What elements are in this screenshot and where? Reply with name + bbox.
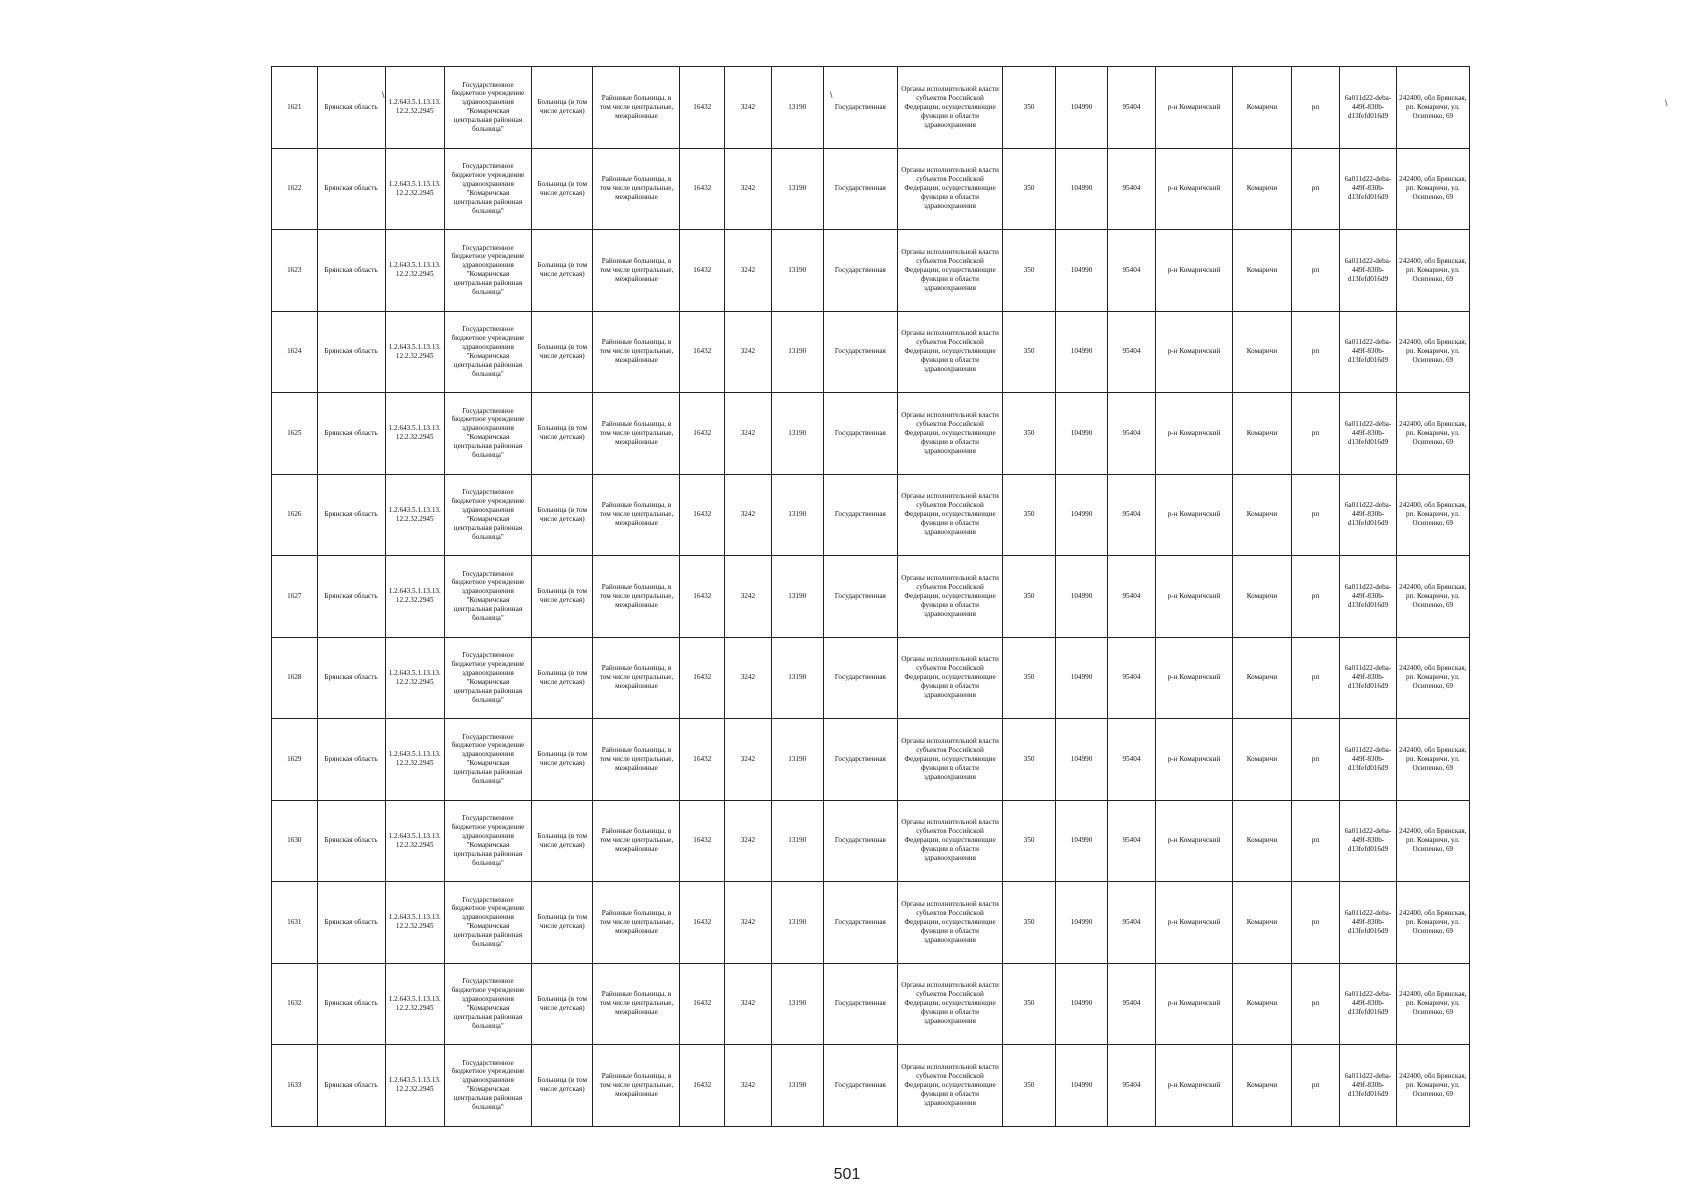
cell-authority: Органы исполнительной власти субъектов Российской Федерации, осуществляющие функции в области здравоохранения bbox=[897, 800, 1002, 882]
cell-v1: 104990 bbox=[1056, 393, 1108, 475]
cell-type: Больница (в том числе детская) bbox=[531, 474, 593, 556]
cell-n1: 16432 bbox=[680, 393, 725, 475]
cell-v2: 95404 bbox=[1108, 393, 1156, 475]
cell-settlement: Комаричи bbox=[1233, 67, 1291, 149]
cell-num: 1631 bbox=[272, 882, 318, 964]
cell-n2: 3242 bbox=[725, 67, 772, 149]
cell-authority: Органы исполнительной власти субъектов Российской Федерации, осуществляющие функции в области здравоохранения bbox=[897, 230, 1002, 312]
cell-n2: 3242 bbox=[725, 148, 772, 230]
table-row bbox=[272, 148, 1470, 230]
cell-authority: Органы исполнительной власти субъектов Российской Федерации, осуществляющие функции в области здравоохранения bbox=[897, 393, 1002, 475]
cell-n1: 16432 bbox=[680, 474, 725, 556]
cell-code: 1.2.643.5.1.13.13.12.2.32.2945 bbox=[385, 230, 444, 312]
cell-authority: Органы исполнительной власти субъектов Российской Федерации, осуществляющие функции в области здравоохранения bbox=[897, 963, 1002, 1045]
cell-code: 1.2.643.5.1.13.13.12.2.32.2945 bbox=[385, 637, 444, 719]
cell-capacity: 350 bbox=[1003, 637, 1056, 719]
cell-type: Больница (в том числе детская) bbox=[531, 393, 593, 475]
cell-num: 1624 bbox=[272, 311, 318, 393]
cell-authority: Органы исполнительной власти субъектов Российской Федерации, осуществляющие функции в области здравоохранения bbox=[897, 556, 1002, 638]
cell-form: Государственная bbox=[823, 474, 897, 556]
cell-region: Брянская область bbox=[317, 148, 385, 230]
medical-organizations-table bbox=[271, 66, 1470, 1127]
cell-n1: 16432 bbox=[680, 719, 725, 801]
cell-org-name: Государственное бюджетное учреждение здравоохранения "Комаричская центральная районная больница" bbox=[444, 393, 531, 475]
cell-n2: 3242 bbox=[725, 719, 772, 801]
cell-settlement-type: рп bbox=[1291, 474, 1340, 556]
cell-authority: Органы исполнительной власти субъектов Российской Федерации, осуществляющие функции в области здравоохранения bbox=[897, 719, 1002, 801]
cell-guid: 6a011d22-deba-449f-830b-d13fefd016d9 bbox=[1340, 800, 1396, 882]
cell-settlement: Комаричи bbox=[1233, 311, 1291, 393]
table-row bbox=[272, 474, 1470, 556]
table-row bbox=[272, 637, 1470, 719]
cell-v2: 95404 bbox=[1108, 67, 1156, 149]
cell-authority: Органы исполнительной власти субъектов Российской Федерации, осуществляющие функции в области здравоохранения bbox=[897, 637, 1002, 719]
cell-n2: 3242 bbox=[725, 1045, 772, 1127]
cell-n2: 3242 bbox=[725, 556, 772, 638]
table-row bbox=[272, 67, 1470, 149]
cell-v1: 104990 bbox=[1056, 311, 1108, 393]
cell-v2: 95404 bbox=[1108, 800, 1156, 882]
cell-settlement-type: рп bbox=[1291, 882, 1340, 964]
cell-settlement-type: рп bbox=[1291, 393, 1340, 475]
table-row bbox=[272, 556, 1470, 638]
cell-settlement-type: рп bbox=[1291, 230, 1340, 312]
cell-form: Государственная bbox=[823, 393, 897, 475]
cell-authority: Органы исполнительной власти субъектов Российской Федерации, осуществляющие функции в области здравоохранения bbox=[897, 1045, 1002, 1127]
cell-org-name: Государственное бюджетное учреждение здравоохранения "Комаричская центральная районная больница" bbox=[444, 67, 531, 149]
cell-form: Государственная bbox=[823, 882, 897, 964]
cell-v1: 104990 bbox=[1056, 719, 1108, 801]
cell-form: Государственная bbox=[823, 719, 897, 801]
cell-v2: 95404 bbox=[1108, 474, 1156, 556]
cell-code: 1.2.643.5.1.13.13.12.2.32.2945 bbox=[385, 963, 444, 1045]
cell-n2: 3242 bbox=[725, 882, 772, 964]
cell-v2: 95404 bbox=[1108, 637, 1156, 719]
cell-authority: Органы исполнительной власти субъектов Российской Федерации, осуществляющие функции в области здравоохранения bbox=[897, 882, 1002, 964]
cell-region: Брянская область bbox=[317, 311, 385, 393]
cell-capacity: 350 bbox=[1003, 882, 1056, 964]
cell-num: 1633 bbox=[272, 1045, 318, 1127]
cell-guid: 6a011d22-deba-449f-830b-d13fefd016d9 bbox=[1340, 963, 1396, 1045]
cell-district: р-н Комаричский bbox=[1155, 230, 1232, 312]
cell-settlement: Комаричи bbox=[1233, 800, 1291, 882]
cell-n3: 13190 bbox=[771, 882, 823, 964]
cell-settlement: Комаричи bbox=[1233, 148, 1291, 230]
cell-n3: 13190 bbox=[771, 474, 823, 556]
cell-v1: 104990 bbox=[1056, 67, 1108, 149]
cell-type: Больница (в том числе детская) bbox=[531, 67, 593, 149]
cell-district: р-н Комаричский bbox=[1155, 1045, 1232, 1127]
cell-settlement-type: рп bbox=[1291, 556, 1340, 638]
cell-capacity: 350 bbox=[1003, 230, 1056, 312]
cell-v1: 104990 bbox=[1056, 556, 1108, 638]
cell-authority: Органы исполнительной власти субъектов Российской Федерации, осуществляющие функции в области здравоохранения bbox=[897, 474, 1002, 556]
cell-category: Районные больницы, в том числе центральные, межрайонные bbox=[593, 393, 680, 475]
cell-guid: 6a011d22-deba-449f-830b-d13fefd016d9 bbox=[1340, 637, 1396, 719]
cell-code: 1.2.643.5.1.13.13.12.2.32.2945 bbox=[385, 556, 444, 638]
cell-region: Брянская область bbox=[317, 556, 385, 638]
cell-settlement: Комаричи bbox=[1233, 719, 1291, 801]
cell-guid: 6a011d22-deba-449f-830b-d13fefd016d9 bbox=[1340, 311, 1396, 393]
cell-org-name: Государственное бюджетное учреждение здравоохранения "Комаричская центральная районная больница" bbox=[444, 311, 531, 393]
cell-n3: 13190 bbox=[771, 148, 823, 230]
cell-v1: 104990 bbox=[1056, 474, 1108, 556]
cell-region: Брянская область bbox=[317, 393, 385, 475]
scan-mark: \ bbox=[1665, 98, 1668, 108]
cell-n2: 3242 bbox=[725, 311, 772, 393]
cell-v2: 95404 bbox=[1108, 963, 1156, 1045]
scan-mark: \ bbox=[830, 90, 833, 100]
cell-address: 242400, обл Брянская, рп. Комаричи, ул. Осипенко, 69 bbox=[1396, 311, 1469, 393]
cell-v2: 95404 bbox=[1108, 148, 1156, 230]
cell-capacity: 350 bbox=[1003, 1045, 1056, 1127]
cell-district: р-н Комаричский bbox=[1155, 719, 1232, 801]
cell-capacity: 350 bbox=[1003, 719, 1056, 801]
cell-form: Государственная bbox=[823, 637, 897, 719]
cell-district: р-н Комаричский bbox=[1155, 637, 1232, 719]
cell-n2: 3242 bbox=[725, 800, 772, 882]
cell-address: 242400, обл Брянская, рп. Комаричи, ул. Осипенко, 69 bbox=[1396, 67, 1469, 149]
cell-district: р-н Комаричский bbox=[1155, 393, 1232, 475]
cell-org-name: Государственное бюджетное учреждение здравоохранения "Комаричская центральная районная больница" bbox=[444, 637, 531, 719]
cell-code: 1.2.643.5.1.13.13.12.2.32.2945 bbox=[385, 882, 444, 964]
cell-region: Брянская область bbox=[317, 882, 385, 964]
cell-type: Больница (в том числе детская) bbox=[531, 1045, 593, 1127]
cell-type: Больница (в том числе детская) bbox=[531, 148, 593, 230]
cell-district: р-н Комаричский bbox=[1155, 67, 1232, 149]
cell-n3: 13190 bbox=[771, 393, 823, 475]
cell-district: р-н Комаричский bbox=[1155, 148, 1232, 230]
cell-num: 1629 bbox=[272, 719, 318, 801]
cell-guid: 6a011d22-deba-449f-830b-d13fefd016d9 bbox=[1340, 882, 1396, 964]
cell-category: Районные больницы, в том числе центральные, межрайонные bbox=[593, 637, 680, 719]
cell-form: Государственная bbox=[823, 556, 897, 638]
cell-address: 242400, обл Брянская, рп. Комаричи, ул. Осипенко, 69 bbox=[1396, 963, 1469, 1045]
cell-region: Брянская область bbox=[317, 1045, 385, 1127]
cell-address: 242400, обл Брянская, рп. Комаричи, ул. Осипенко, 69 bbox=[1396, 1045, 1469, 1127]
cell-category: Районные больницы, в том числе центральные, межрайонные bbox=[593, 963, 680, 1045]
cell-n3: 13190 bbox=[771, 637, 823, 719]
cell-settlement-type: рп bbox=[1291, 963, 1340, 1045]
cell-code: 1.2.643.5.1.13.13.12.2.32.2945 bbox=[385, 393, 444, 475]
cell-form: Государственная bbox=[823, 311, 897, 393]
cell-category: Районные больницы, в том числе центральные, межрайонные bbox=[593, 311, 680, 393]
cell-district: р-н Комаричский bbox=[1155, 556, 1232, 638]
cell-n2: 3242 bbox=[725, 393, 772, 475]
cell-n1: 16432 bbox=[680, 963, 725, 1045]
table-row bbox=[272, 393, 1470, 475]
cell-capacity: 350 bbox=[1003, 67, 1056, 149]
table-row bbox=[272, 1045, 1470, 1127]
cell-settlement: Комаричи bbox=[1233, 882, 1291, 964]
cell-num: 1628 bbox=[272, 637, 318, 719]
cell-n3: 13190 bbox=[771, 556, 823, 638]
cell-authority: Органы исполнительной власти субъектов Российской Федерации, осуществляющие функции в области здравоохранения bbox=[897, 67, 1002, 149]
cell-org-name: Государственное бюджетное учреждение здравоохранения "Комаричская центральная районная больница" bbox=[444, 800, 531, 882]
cell-n1: 16432 bbox=[680, 311, 725, 393]
cell-district: р-н Комаричский bbox=[1155, 963, 1232, 1045]
cell-guid: 6a011d22-deba-449f-830b-d13fefd016d9 bbox=[1340, 148, 1396, 230]
cell-address: 242400, обл Брянская, рп. Комаричи, ул. Осипенко, 69 bbox=[1396, 719, 1469, 801]
cell-settlement: Комаричи bbox=[1233, 393, 1291, 475]
cell-org-name: Государственное бюджетное учреждение здравоохранения "Комаричская центральная районная больница" bbox=[444, 719, 531, 801]
cell-district: р-н Комаричский bbox=[1155, 800, 1232, 882]
cell-category: Районные больницы, в том числе центральные, межрайонные bbox=[593, 148, 680, 230]
cell-n1: 16432 bbox=[680, 148, 725, 230]
cell-settlement: Комаричи bbox=[1233, 1045, 1291, 1127]
cell-region: Брянская область bbox=[317, 230, 385, 312]
cell-capacity: 350 bbox=[1003, 556, 1056, 638]
cell-n1: 16432 bbox=[680, 1045, 725, 1127]
cell-code: 1.2.643.5.1.13.13.12.2.32.2945 bbox=[385, 474, 444, 556]
cell-authority: Органы исполнительной власти субъектов Российской Федерации, осуществляющие функции в области здравоохранения bbox=[897, 311, 1002, 393]
table-row bbox=[272, 719, 1470, 801]
cell-region: Брянская область bbox=[317, 800, 385, 882]
cell-region: Брянская область bbox=[317, 67, 385, 149]
cell-v1: 104990 bbox=[1056, 882, 1108, 964]
cell-guid: 6a011d22-deba-449f-830b-d13fefd016d9 bbox=[1340, 556, 1396, 638]
cell-address: 242400, обл Брянская, рп. Комаричи, ул. Осипенко, 69 bbox=[1396, 230, 1469, 312]
table-body bbox=[272, 67, 1470, 1127]
cell-form: Государственная bbox=[823, 1045, 897, 1127]
cell-code: 1.2.643.5.1.13.13.12.2.32.2945 bbox=[385, 719, 444, 801]
cell-guid: 6a011d22-deba-449f-830b-d13fefd016d9 bbox=[1340, 67, 1396, 149]
cell-settlement: Комаричи bbox=[1233, 556, 1291, 638]
cell-region: Брянская область bbox=[317, 963, 385, 1045]
cell-org-name: Государственное бюджетное учреждение здравоохранения "Комаричская центральная районная больница" bbox=[444, 1045, 531, 1127]
cell-n3: 13190 bbox=[771, 719, 823, 801]
cell-n3: 13190 bbox=[771, 67, 823, 149]
cell-type: Больница (в том числе детская) bbox=[531, 882, 593, 964]
cell-code: 1.2.643.5.1.13.13.12.2.32.2945 bbox=[385, 67, 444, 149]
cell-num: 1630 bbox=[272, 800, 318, 882]
page-number: 501 bbox=[833, 1166, 861, 1183]
cell-guid: 6a011d22-deba-449f-830b-d13fefd016d9 bbox=[1340, 230, 1396, 312]
cell-capacity: 350 bbox=[1003, 800, 1056, 882]
cell-category: Районные больницы, в том числе центральные, межрайонные bbox=[593, 882, 680, 964]
cell-district: р-н Комаричский bbox=[1155, 311, 1232, 393]
table-row bbox=[272, 963, 1470, 1045]
cell-form: Государственная bbox=[823, 67, 897, 149]
cell-guid: 6a011d22-deba-449f-830b-d13fefd016d9 bbox=[1340, 719, 1396, 801]
cell-settlement-type: рп bbox=[1291, 67, 1340, 149]
cell-code: 1.2.643.5.1.13.13.12.2.32.2945 bbox=[385, 148, 444, 230]
table-row bbox=[272, 311, 1470, 393]
cell-category: Районные больницы, в том числе центральные, межрайонные bbox=[593, 719, 680, 801]
cell-settlement-type: рп bbox=[1291, 311, 1340, 393]
cell-capacity: 350 bbox=[1003, 148, 1056, 230]
cell-n3: 13190 bbox=[771, 800, 823, 882]
cell-authority: Органы исполнительной власти субъектов Российской Федерации, осуществляющие функции в области здравоохранения bbox=[897, 148, 1002, 230]
cell-category: Районные больницы, в том числе центральные, межрайонные bbox=[593, 67, 680, 149]
cell-org-name: Государственное бюджетное учреждение здравоохранения "Комаричская центральная районная больница" bbox=[444, 230, 531, 312]
cell-category: Районные больницы, в том числе центральные, межрайонные bbox=[593, 556, 680, 638]
cell-n2: 3242 bbox=[725, 230, 772, 312]
cell-n1: 16432 bbox=[680, 67, 725, 149]
cell-category: Районные больницы, в том числе центральные, межрайонные bbox=[593, 474, 680, 556]
cell-address: 242400, обл Брянская, рп. Комаричи, ул. Осипенко, 69 bbox=[1396, 556, 1469, 638]
cell-n1: 16432 bbox=[680, 800, 725, 882]
cell-settlement-type: рп bbox=[1291, 1045, 1340, 1127]
cell-org-name: Государственное бюджетное учреждение здравоохранения "Комаричская центральная районная больница" bbox=[444, 474, 531, 556]
cell-org-name: Государственное бюджетное учреждение здравоохранения "Комаричская центральная районная больница" bbox=[444, 148, 531, 230]
cell-region: Брянская область bbox=[317, 637, 385, 719]
cell-num: 1632 bbox=[272, 963, 318, 1045]
cell-n3: 13190 bbox=[771, 1045, 823, 1127]
cell-v1: 104990 bbox=[1056, 637, 1108, 719]
cell-v2: 95404 bbox=[1108, 719, 1156, 801]
cell-form: Государственная bbox=[823, 963, 897, 1045]
cell-num: 1622 bbox=[272, 148, 318, 230]
cell-v2: 95404 bbox=[1108, 1045, 1156, 1127]
cell-settlement-type: рп bbox=[1291, 800, 1340, 882]
cell-v1: 104990 bbox=[1056, 1045, 1108, 1127]
cell-v1: 104990 bbox=[1056, 963, 1108, 1045]
cell-settlement: Комаричи bbox=[1233, 963, 1291, 1045]
cell-form: Государственная bbox=[823, 148, 897, 230]
registry-sheet bbox=[271, 66, 1470, 1126]
cell-org-name: Государственное бюджетное учреждение здравоохранения "Комаричская центральная районная больница" bbox=[444, 556, 531, 638]
cell-category: Районные больницы, в том числе центральные, межрайонные bbox=[593, 1045, 680, 1127]
cell-category: Районные больницы, в том числе центральные, межрайонные bbox=[593, 230, 680, 312]
cell-settlement-type: рп bbox=[1291, 637, 1340, 719]
cell-capacity: 350 bbox=[1003, 393, 1056, 475]
cell-category: Районные больницы, в том числе центральные, межрайонные bbox=[593, 800, 680, 882]
cell-v1: 104990 bbox=[1056, 230, 1108, 312]
cell-guid: 6a011d22-deba-449f-830b-d13fefd016d9 bbox=[1340, 1045, 1396, 1127]
cell-org-name: Государственное бюджетное учреждение здравоохранения "Комаричская центральная районная больница" bbox=[444, 882, 531, 964]
cell-capacity: 350 bbox=[1003, 311, 1056, 393]
cell-address: 242400, обл Брянская, рп. Комаричи, ул. Осипенко, 69 bbox=[1396, 474, 1469, 556]
cell-org-name: Государственное бюджетное учреждение здравоохранения "Комаричская центральная районная больница" bbox=[444, 963, 531, 1045]
cell-capacity: 350 bbox=[1003, 474, 1056, 556]
cell-v2: 95404 bbox=[1108, 230, 1156, 312]
cell-v2: 95404 bbox=[1108, 556, 1156, 638]
cell-settlement: Комаричи bbox=[1233, 637, 1291, 719]
cell-settlement: Комаричи bbox=[1233, 230, 1291, 312]
cell-type: Больница (в том числе детская) bbox=[531, 230, 593, 312]
cell-num: 1625 bbox=[272, 393, 318, 475]
cell-type: Больница (в том числе детская) bbox=[531, 556, 593, 638]
cell-guid: 6a011d22-deba-449f-830b-d13fefd016d9 bbox=[1340, 474, 1396, 556]
cell-region: Брянская область bbox=[317, 719, 385, 801]
cell-n1: 16432 bbox=[680, 230, 725, 312]
table-row bbox=[272, 882, 1470, 964]
cell-n1: 16432 bbox=[680, 882, 725, 964]
scan-mark: \ bbox=[382, 90, 385, 100]
cell-code: 1.2.643.5.1.13.13.12.2.32.2945 bbox=[385, 800, 444, 882]
cell-n1: 16432 bbox=[680, 556, 725, 638]
cell-code: 1.2.643.5.1.13.13.12.2.32.2945 bbox=[385, 1045, 444, 1127]
cell-form: Государственная bbox=[823, 800, 897, 882]
cell-district: р-н Комаричский bbox=[1155, 474, 1232, 556]
cell-n2: 3242 bbox=[725, 963, 772, 1045]
cell-address: 242400, обл Брянская, рп. Комаричи, ул. Осипенко, 69 bbox=[1396, 148, 1469, 230]
cell-settlement: Комаричи bbox=[1233, 474, 1291, 556]
cell-n3: 13190 bbox=[771, 963, 823, 1045]
cell-type: Больница (в том числе детская) bbox=[531, 311, 593, 393]
cell-n1: 16432 bbox=[680, 637, 725, 719]
cell-type: Больница (в том числе детская) bbox=[531, 637, 593, 719]
cell-n3: 13190 bbox=[771, 311, 823, 393]
cell-n2: 3242 bbox=[725, 474, 772, 556]
cell-v2: 95404 bbox=[1108, 311, 1156, 393]
table-row bbox=[272, 800, 1470, 882]
cell-n3: 13190 bbox=[771, 230, 823, 312]
cell-v1: 104990 bbox=[1056, 148, 1108, 230]
cell-num: 1627 bbox=[272, 556, 318, 638]
cell-type: Больница (в том числе детская) bbox=[531, 719, 593, 801]
cell-type: Больница (в том числе детская) bbox=[531, 963, 593, 1045]
cell-address: 242400, обл Брянская, рп. Комаричи, ул. Осипенко, 69 bbox=[1396, 800, 1469, 882]
cell-v1: 104990 bbox=[1056, 800, 1108, 882]
cell-num: 1623 bbox=[272, 230, 318, 312]
cell-type: Больница (в том числе детская) bbox=[531, 800, 593, 882]
cell-settlement-type: рп bbox=[1291, 148, 1340, 230]
cell-num: 1626 bbox=[272, 474, 318, 556]
cell-v2: 95404 bbox=[1108, 882, 1156, 964]
table-row bbox=[272, 230, 1470, 312]
cell-address: 242400, обл Брянская, рп. Комаричи, ул. Осипенко, 69 bbox=[1396, 393, 1469, 475]
cell-address: 242400, обл Брянская, рп. Комаричи, ул. Осипенко, 69 bbox=[1396, 882, 1469, 964]
cell-address: 242400, обл Брянская, рп. Комаричи, ул. Осипенко, 69 bbox=[1396, 637, 1469, 719]
cell-num: 1621 bbox=[272, 67, 318, 149]
cell-code: 1.2.643.5.1.13.13.12.2.32.2945 bbox=[385, 311, 444, 393]
cell-guid: 6a011d22-deba-449f-830b-d13fefd016d9 bbox=[1340, 393, 1396, 475]
cell-capacity: 350 bbox=[1003, 963, 1056, 1045]
cell-settlement-type: рп bbox=[1291, 719, 1340, 801]
cell-district: р-н Комаричский bbox=[1155, 882, 1232, 964]
cell-n2: 3242 bbox=[725, 637, 772, 719]
cell-region: Брянская область bbox=[317, 474, 385, 556]
cell-form: Государственная bbox=[823, 230, 897, 312]
